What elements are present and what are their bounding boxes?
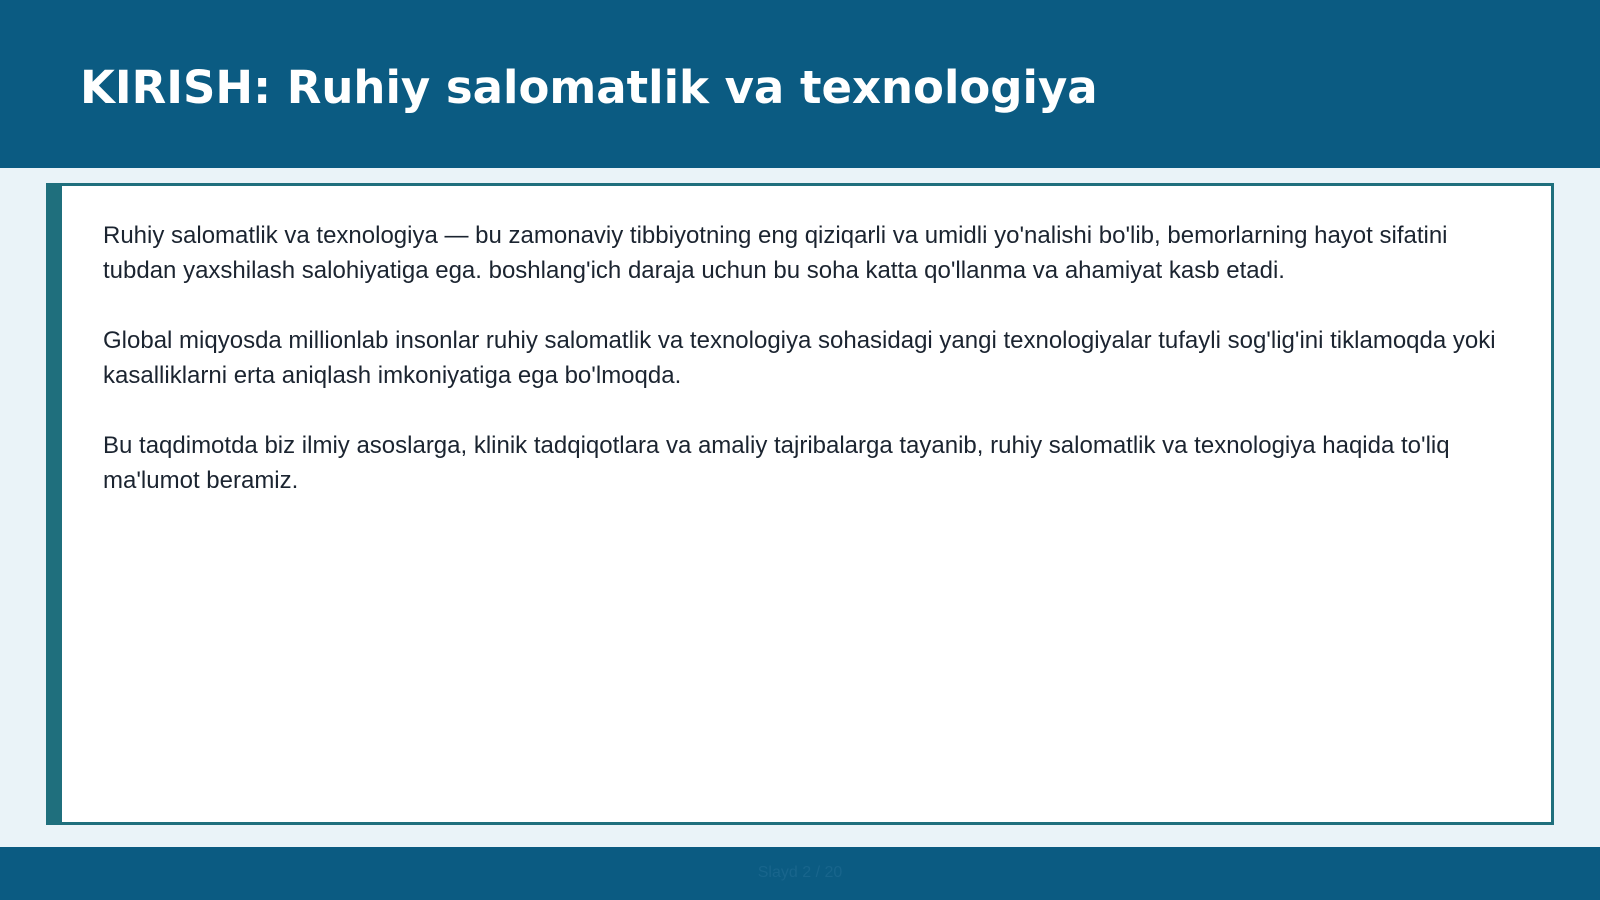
slide-header	[0, 0, 1600, 168]
paragraph-presentation-purpose: Bu taqdimotda biz ilmiy asoslarga, klinik tadqiqotlara va amaliy tajribalarga tayanib, ruhiy salomatlik va texnologiya haqida to'liq ma'lumot beramiz.	[103, 432, 1450, 494]
content-panel	[46, 183, 1554, 825]
content-text	[103, 218, 1523, 533]
paragraph-global-impact: Global miqyosda millionlab insonlar ruhiy salomatlik va texnologiya sohasidagi yangi texnologiyalar tufayli sog'lig'ini tiklamoqda yoki kasalliklarni erta aniqlash imkoniyatiga ega bo'lmoqda.	[103, 327, 1496, 389]
paragraph-introduction: Ruhiy salomatlik va texnologiya — bu zamonaviy tibbiyotning eng qiziqarli va umidli yo'nalishi bo'lib, bemorlarning hayot sifatini tubdan yaxshilash salohiyatiga ega. boshlang'ich daraja uchun bu soha katta qo'llanma va ahamiyat kasb etadi.	[103, 222, 1448, 284]
slide-footer	[0, 847, 1600, 900]
slide-title: KIRISH: Ruhiy salomatlik va texnologiya	[80, 61, 1098, 114]
slide-number: Slayd 2 / 20	[757, 864, 843, 881]
